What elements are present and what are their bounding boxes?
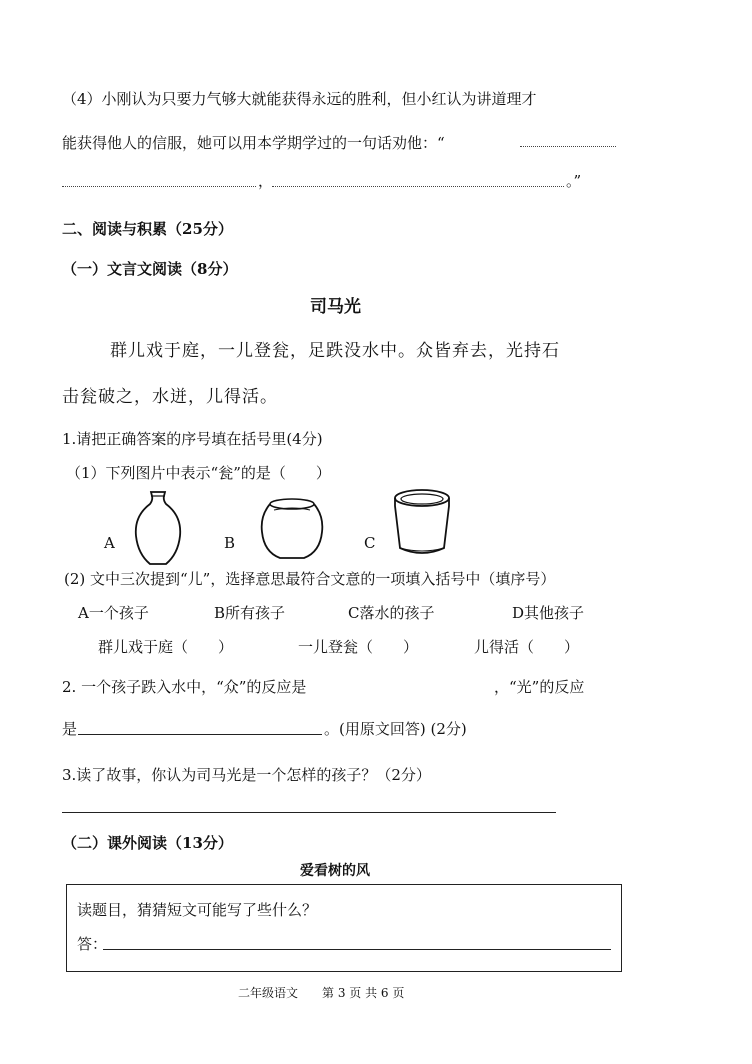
q1-part2: (2) 文中三次提到“儿”，选择意思最符合文意的一项填入括号中（填序号） bbox=[64, 570, 556, 588]
choice-b: B所有孩子 bbox=[214, 604, 286, 622]
q4-line1: （4）小刚认为只要力气够大就能获得永远的胜利，但小红认为讲道理才 bbox=[62, 90, 537, 108]
vase-icon[interactable] bbox=[130, 490, 186, 566]
blank-qun-er[interactable]: 群儿戏于庭（ ） bbox=[98, 638, 234, 656]
q2-line1-a: 2. 一个孩子跌入水中，“众”的反应是 bbox=[62, 678, 307, 696]
q4-end: 。” bbox=[566, 172, 582, 190]
answer-label: 答： bbox=[77, 935, 108, 953]
passage-line2: 击瓮破之，水迸，儿得活。 bbox=[62, 387, 278, 407]
section-b-heading: （二）课外阅读（13分） bbox=[62, 834, 233, 852]
passage-line1: 群儿戏于庭，一儿登瓮，足跌没水中。众皆弃去，光持石 bbox=[110, 341, 560, 361]
q3-answer-line[interactable] bbox=[62, 812, 556, 813]
q4-blank-1[interactable] bbox=[520, 146, 616, 147]
q1-heading: 1.请把正确答案的序号填在括号里(4分) bbox=[62, 430, 323, 448]
choice-c: C落水的孩子 bbox=[348, 604, 435, 622]
q4-line2: 能获得他人的信服，她可以用本学期学过的一句话劝他：“ bbox=[62, 134, 445, 152]
section-heading: 二、阅读与积累（25分） bbox=[62, 220, 233, 238]
blank-er-de-huo[interactable]: 儿得活（ ） bbox=[474, 638, 580, 656]
passage-title: 司马光 bbox=[310, 297, 361, 317]
q4-blank-2[interactable] bbox=[62, 186, 256, 187]
option-a-label: A bbox=[104, 534, 115, 552]
q4-blank-3[interactable] bbox=[272, 186, 564, 187]
q2-line1-b: ，“光”的反应 bbox=[494, 678, 585, 696]
blank-yi-er[interactable]: 一儿登瓮（ ） bbox=[298, 638, 419, 656]
choice-d: D其他孩子 bbox=[512, 604, 585, 622]
q1-part1: （1）下列图片中表示“瓮”的是（ ） bbox=[66, 464, 331, 482]
q2-line2-a: 是 bbox=[62, 720, 78, 738]
jar-icon[interactable] bbox=[258, 496, 326, 562]
option-b-label: B bbox=[224, 534, 236, 552]
subsection-heading: （一）文言文阅读（8分） bbox=[62, 260, 238, 278]
choice-a: A一个孩子 bbox=[78, 604, 149, 622]
page-footer: 二年级语文 第 3 页 共 6 页 bbox=[238, 986, 405, 1000]
q3-text: 3.读了故事，你认为司马光是一个怎样的孩子？（2分） bbox=[62, 766, 431, 784]
q4-comma: ， bbox=[258, 172, 274, 190]
bucket-icon[interactable] bbox=[392, 488, 452, 558]
prompt-box bbox=[66, 884, 622, 972]
prompt-answer-line[interactable] bbox=[103, 949, 611, 950]
section-b-title: 爱看树的风 bbox=[300, 863, 370, 879]
option-c-label: C bbox=[364, 534, 376, 552]
q2-line2-b: 。(用原文回答) (2分) bbox=[324, 720, 467, 738]
prompt-text: 读题目，猜猜短文可能写了些什么？ bbox=[77, 901, 318, 919]
q2-answer-line[interactable] bbox=[78, 734, 322, 735]
